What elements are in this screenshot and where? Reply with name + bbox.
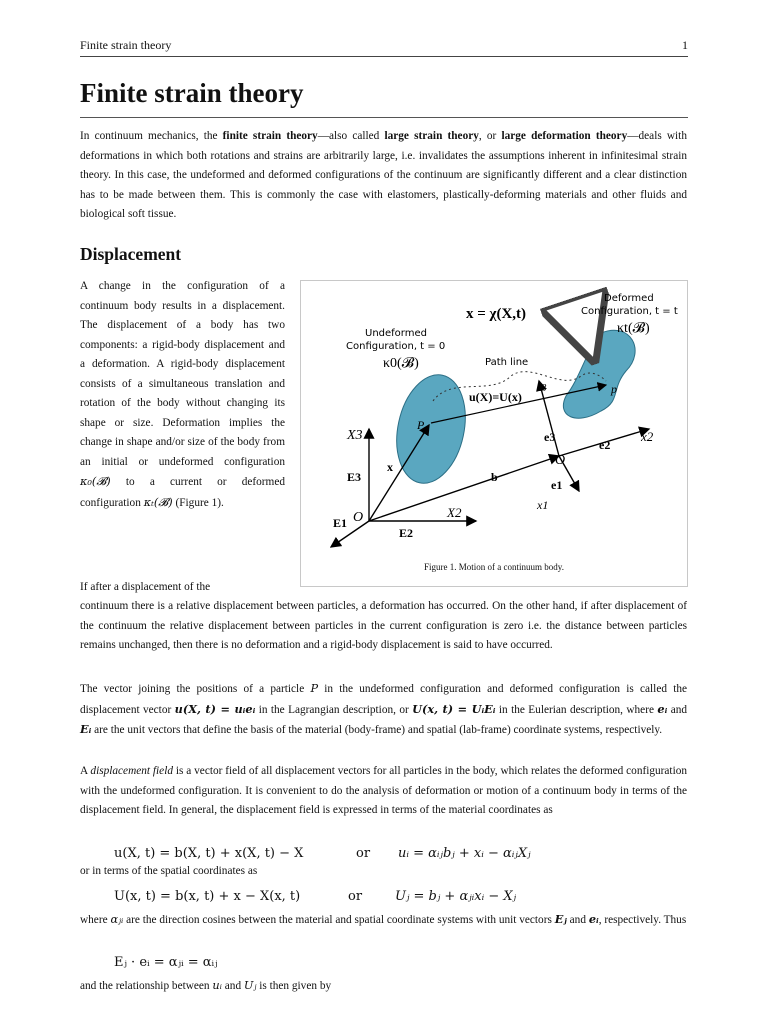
paragraph-direction-cosines: where αⱼᵢ are the direction cosines between the material and spatial coordinate systems with unit vectors Eⱼ and eᵢ, respectively. Thus	[80, 912, 687, 926]
label-e3: e3	[544, 430, 556, 444]
paragraph-displacement-vector: The vector joining the positions of a particle P in the undeformed configuration and deformed configuration is called the displacement vector u(X, t) = uᵢeᵢ in the Lagrangian description, or U(x, t) = UᵢEᵢ in the Eulerian description, where eᵢ and Eᵢ are the unit vectors that define the basis of the material (body-frame) and spatial (lab-frame) coordinate systems, respectively.	[80, 682, 687, 736]
label-b: b	[491, 470, 498, 484]
label-undeformed: Undeformed	[365, 328, 427, 339]
label-kt: κt(𝓑)	[617, 321, 650, 336]
equation-1-right: uᵢ = αᵢⱼbⱼ + xᵢ − αᵢⱼXⱼ	[398, 846, 531, 861]
label-deformed: Deformed	[604, 293, 654, 304]
header-title: Finite strain theory	[80, 38, 172, 52]
label-undeformed-config: Configuration, t = 0	[346, 341, 446, 352]
left-column-continue: If after a displacement of the	[80, 581, 211, 593]
figure-1	[300, 280, 688, 587]
label-E1: E1	[333, 516, 348, 530]
label-P: P	[417, 418, 425, 432]
label-deformed-config: Configuration, t = t	[581, 306, 678, 317]
label-x3: x3	[537, 383, 547, 394]
left-column-text: A change in the configuration of a continuum body results in a displacement. The displacement of a body has two components: a rigid-body displacement and a deformation. A rigid-body displacement consists of a simultaneous translation and rotation of the body without changing its shape or size. Deformation implies the change in shape and/or size of the body from an initial or undeformed configuration κ₀(𝓑) to a current or deformed configuration κₜ(𝓑) (Figure 1).	[80, 280, 286, 509]
config-arrow	[551, 321, 591, 351]
label-k0: κ0(𝓑)	[383, 356, 419, 371]
spatial-coordinates-text: or in terms of the spatial coordinates as	[80, 865, 258, 877]
final-line: and the relationship between uᵢ and Uⱼ is then given by	[80, 979, 332, 992]
label-e1: e1	[551, 478, 563, 492]
equation-2-left: U(x, t) = b(x, t) + x − X(x, t)	[114, 889, 301, 904]
equation-2-right: Uⱼ = bⱼ + αⱼᵢxᵢ − Xⱼ	[395, 889, 517, 904]
label-x-eq: x = χ(X,t)	[466, 306, 527, 322]
label-e2: e2	[599, 438, 611, 452]
deformed-body	[563, 330, 635, 418]
label-x: x	[387, 460, 393, 474]
label-X3: X3	[347, 428, 363, 443]
page-number: 1	[682, 38, 688, 52]
figure-caption: Figure 1. Motion of a continuum body.	[424, 562, 564, 572]
running-header	[80, 38, 688, 57]
label-O2: O	[555, 453, 566, 468]
equation-3: Eⱼ · eᵢ = αⱼᵢ = αᵢⱼ	[114, 955, 218, 970]
label-E3: E3	[347, 470, 362, 484]
label-X2: X2	[447, 505, 462, 520]
page-title: Finite strain theory	[80, 78, 304, 108]
equation-1-left: u(X, t) = b(X, t) + x(X, t) − X	[114, 846, 304, 861]
vector-b	[369, 456, 559, 521]
title-rule	[80, 117, 688, 118]
label-O1: O	[353, 510, 364, 525]
label-x1: x1	[537, 498, 549, 512]
section-heading-displacement: Displacement	[80, 244, 182, 264]
paragraph-deformation: continuum there is a relative displacement between particles, a deformation has occurred. On the other hand, if after displacement of the continuum the relative displacement between particles in the current configuration is zero i.e. the distance between particles remains unchanged, then there is no deformation and a rigid-body displacement is said to have occurred.	[80, 600, 687, 651]
label-p: p	[611, 382, 617, 396]
motion-diagram	[301, 281, 687, 561]
label-E2: E2	[399, 526, 414, 540]
paragraph-displacement-field: A displacement field is a vector field of all displacement vectors for all particles in the body, which relates the deformed configuration with the undeformed configuration. It is convenient to do the analysis of deformation or motion of a continuum body in terms of the displacement field. In general, the displacement field is expressed in terms of the material coordinates as	[80, 765, 688, 816]
label-path-line: Path line	[485, 357, 529, 368]
equation-1-or: or	[356, 846, 371, 861]
label-u: u(X)=U(x)	[469, 390, 522, 404]
intro-paragraph: In continuum mechanics, the finite strain theory—also called large strain theory, or large deformation theory—deals with deformations in which both rotations and strains are arbitrarily large, i.e. invalidates the assumptions inherent in infinitesimal strain theory. In this case, the undeformed and deformed configurations of the continuum are significantly different and a clear distinction has to be made between them. This is commonly the case with elastomers, plastically-deforming materials and other fluids and biological soft tissue.	[80, 130, 687, 220]
equation-2-or: or	[348, 889, 363, 904]
label-x2: x2	[641, 429, 654, 444]
